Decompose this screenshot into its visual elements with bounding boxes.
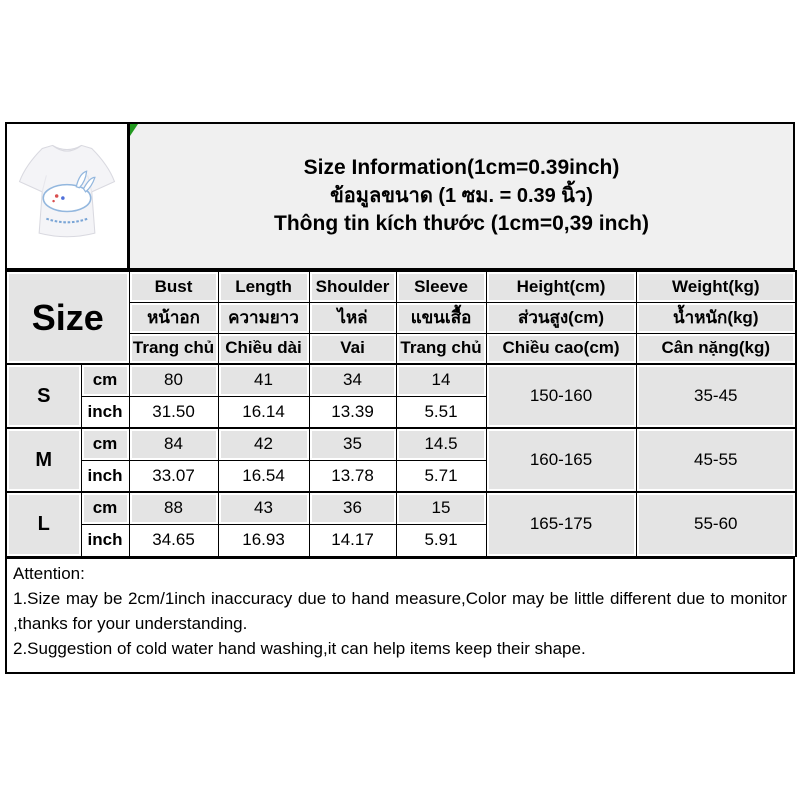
- value-cell: 36: [309, 492, 396, 524]
- value-cell: 31.50: [129, 396, 218, 428]
- title-vietnamese: Thông tin kích thước (1cm=0,39 inch): [274, 212, 649, 235]
- header-cell-height-vi: Chiều cao(cm): [486, 333, 636, 364]
- value-cell: 41: [218, 364, 309, 396]
- header-cell-sleeve: Sleeve: [396, 271, 486, 302]
- header-cell-weight: Weight(kg): [636, 271, 796, 302]
- height-range-cell: 165-175: [486, 492, 636, 556]
- header-cell-bust-vi: Trang chủ: [129, 333, 218, 364]
- attention-note-2: 2.Suggestion of cold water hand washing,it can help items keep their shape.: [13, 638, 586, 658]
- value-cell: 33.07: [129, 460, 218, 492]
- header-cell-sleeve-th: แขนเสื้อ: [396, 302, 486, 333]
- value-cell: 14.5: [396, 428, 486, 460]
- header-cell-shoulder-vi: Vai: [309, 333, 396, 364]
- header-cell-shoulder-th: ไหล่: [309, 302, 396, 333]
- value-cell: 43: [218, 492, 309, 524]
- value-cell: 5.51: [396, 396, 486, 428]
- header-section: [5, 122, 795, 270]
- unit-cell-inch: inch: [81, 524, 129, 556]
- size-letter-cell: M: [6, 428, 81, 492]
- value-cell: 16.54: [218, 460, 309, 492]
- weight-range-cell: 45-55: [636, 428, 796, 492]
- height-range-cell: 150-160: [486, 364, 636, 428]
- size-table: [5, 270, 797, 557]
- header-cell-length: Length: [218, 271, 309, 302]
- value-cell: 14: [396, 364, 486, 396]
- unit-cell-cm: cm: [81, 364, 129, 396]
- table-row-m-cm: [6, 428, 796, 460]
- unit-cell-inch: inch: [81, 396, 129, 428]
- table-row-l-cm: [6, 492, 796, 524]
- unit-cell-inch: inch: [81, 460, 129, 492]
- unit-cell-cm: cm: [81, 492, 129, 524]
- value-cell: 16.14: [218, 396, 309, 428]
- value-cell: 42: [218, 428, 309, 460]
- table-row-s-cm: [6, 364, 796, 396]
- value-cell: 34.65: [129, 524, 218, 556]
- unit-cell-cm: cm: [81, 428, 129, 460]
- tshirt-graphic-icon: [11, 132, 123, 260]
- size-header-cell: Size: [6, 271, 129, 364]
- size-chart-panel: [5, 122, 795, 674]
- value-cell: 88: [129, 492, 218, 524]
- value-cell: 80: [129, 364, 218, 396]
- attention-heading: Attention:: [13, 563, 85, 583]
- header-cell-height-th: ส่วนสูง(cm): [486, 302, 636, 333]
- title-block: [130, 122, 795, 270]
- title-english: Size Information(1cm=0.39inch): [303, 156, 620, 179]
- header-row-english: [6, 271, 796, 302]
- attention-note-1: 1.Size may be 2cm/1inch inaccuracy due to hand measure,Color may be little different due to monitor ,thanks for your understanding.: [13, 588, 787, 633]
- size-letter-cell: S: [6, 364, 81, 428]
- value-cell: 5.71: [396, 460, 486, 492]
- value-cell: 14.17: [309, 524, 396, 556]
- value-cell: 35: [309, 428, 396, 460]
- value-cell: 15: [396, 492, 486, 524]
- attention-notes: [5, 557, 795, 674]
- value-cell: 34: [309, 364, 396, 396]
- corner-marker-icon: [130, 124, 139, 137]
- height-range-cell: 160-165: [486, 428, 636, 492]
- header-cell-length-vi: Chiều dài: [218, 333, 309, 364]
- size-letter-cell: L: [6, 492, 81, 556]
- header-cell-length-th: ความยาว: [218, 302, 309, 333]
- header-cell-shoulder: Shoulder: [309, 271, 396, 302]
- weight-range-cell: 55-60: [636, 492, 796, 556]
- weight-range-cell: 35-45: [636, 364, 796, 428]
- header-cell-bust: Bust: [129, 271, 218, 302]
- header-cell-weight-th: น้ำหนัก(kg): [636, 302, 796, 333]
- header-cell-height: Height(cm): [486, 271, 636, 302]
- title-thai: ข้อมูลขนาด (1 ซม. = 0.39 นิ้ว): [330, 185, 593, 207]
- value-cell: 5.91: [396, 524, 486, 556]
- value-cell: 13.78: [309, 460, 396, 492]
- value-cell: 84: [129, 428, 218, 460]
- value-cell: 16.93: [218, 524, 309, 556]
- header-cell-sleeve-vi: Trang chủ: [396, 333, 486, 364]
- product-image: [5, 122, 130, 270]
- header-cell-bust-th: หน้าอก: [129, 302, 218, 333]
- value-cell: 13.39: [309, 396, 396, 428]
- header-cell-weight-vi: Cân nặng(kg): [636, 333, 796, 364]
